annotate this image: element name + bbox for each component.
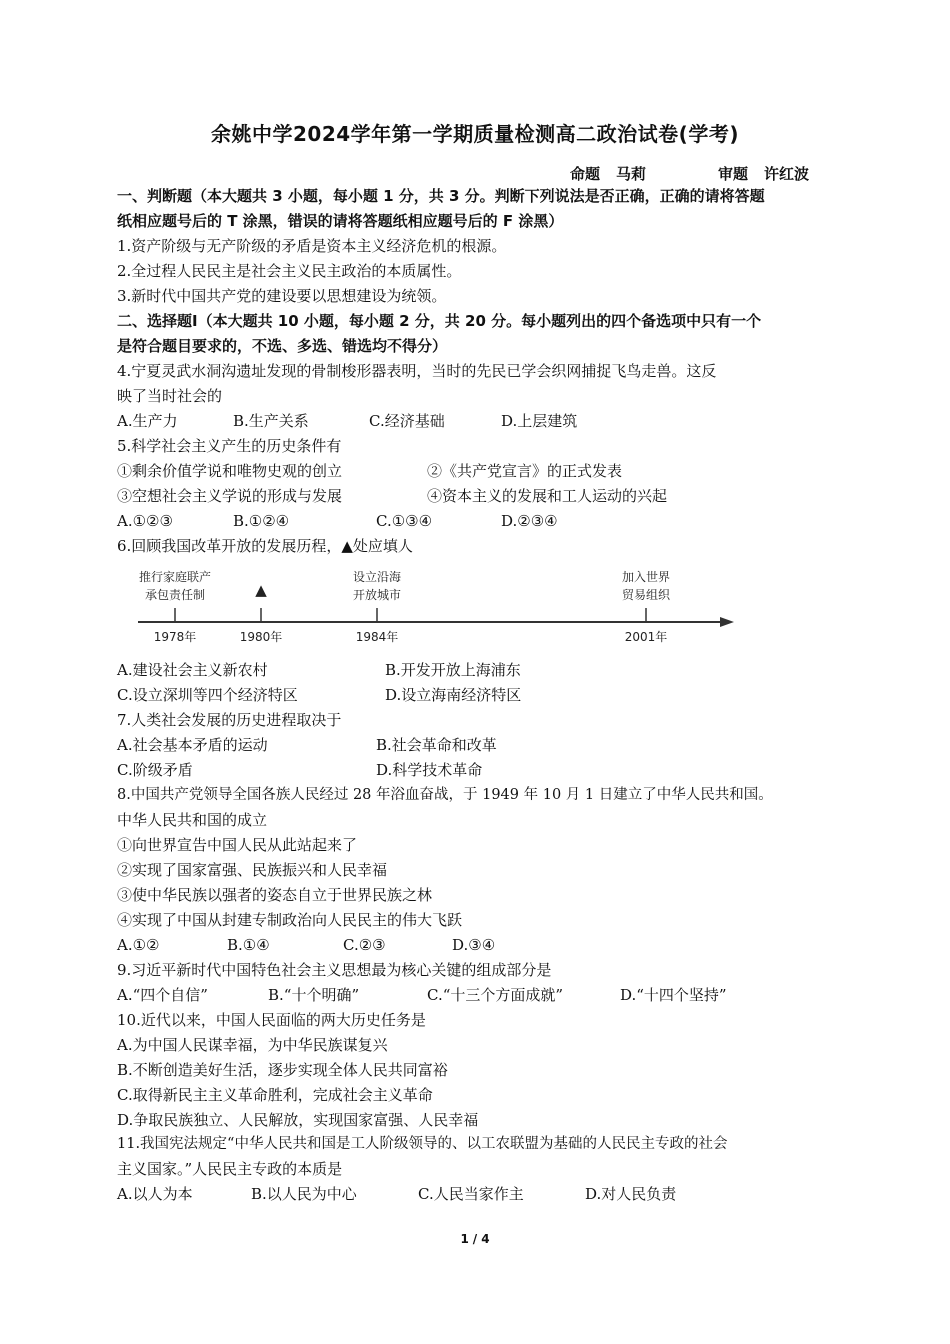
q8-statement-3: ③使中华民族以强者的姿态自立于世界民族之林 bbox=[117, 886, 433, 904]
q7-option-d: D.科学技术革命 bbox=[376, 761, 483, 779]
q11-option-d: D.对人民负责 bbox=[585, 1185, 677, 1203]
q10-option-c: C.取得新民主主义革命胜利，完成社会主义革命 bbox=[117, 1086, 433, 1104]
q6-option-c: C.设立深圳等四个经济特区 bbox=[117, 686, 298, 704]
q8-statement-4: ④实现了中国从封建专制政治向人民民主的伟大飞跃 bbox=[117, 911, 463, 929]
q4-option-b: B.生产关系 bbox=[233, 412, 309, 430]
q5-statement-2: ②《共产党宣言》的正式发表 bbox=[427, 462, 623, 480]
q5-stem: 5.科学社会主义产生的历史条件有 bbox=[117, 437, 342, 455]
q8-option-a: A.①② bbox=[117, 936, 160, 954]
event-1984-label-line2: 开放城市 bbox=[352, 588, 402, 602]
setter-name: 马莉 bbox=[616, 165, 647, 183]
event-2001-label-line2: 贸易组织 bbox=[621, 588, 671, 602]
year-2001: 2001年 bbox=[624, 630, 668, 644]
q7-option-b: B.社会革命和改革 bbox=[376, 736, 497, 754]
q11-option-a: A.以人为本 bbox=[117, 1185, 193, 1203]
q4-option-d: D.上层建筑 bbox=[501, 412, 578, 430]
event-2001-label-line1: 加入世界 bbox=[621, 570, 671, 584]
event-1980-triangle-icon: ▲ bbox=[255, 581, 267, 599]
q10-option-d: D.争取民族独立、人民解放，实现国家富强、人民幸福 bbox=[117, 1111, 479, 1129]
q8-stem-line1: 8.中国共产党领导全国各族人民经过 28 年浴血奋战，于 1949 年 10 月 1 日建立了中华人民共和国。 bbox=[117, 787, 773, 803]
q5-option-b: B.①②④ bbox=[233, 512, 290, 530]
q7-stem: 7.人类社会发展的历史进程取决于 bbox=[117, 711, 342, 729]
event-1978-label-line1: 推行家庭联产 bbox=[138, 570, 212, 584]
q9-option-c: C.“十三个方面成就” bbox=[427, 986, 564, 1004]
section2-heading-line2: 是符合题目要求的，不选、多选、错选均不得分） bbox=[117, 337, 448, 355]
q4-stem-line2: 映了当时社会的 bbox=[117, 387, 223, 405]
event-1984-label-line1: 设立沿海 bbox=[352, 570, 402, 584]
page-number bbox=[0, 1232, 950, 1246]
q11-stem-line1: 11.我国宪法规定“中华人民共和国是工人阶级领导的、以工农联盟为基础的人民民主专政的社会 bbox=[117, 1136, 728, 1152]
q11-option-b: B.以人民为中心 bbox=[251, 1185, 357, 1203]
q9-stem: 9.习近平新时代中国特色社会主义思想最为核心关键的组成部分是 bbox=[117, 961, 552, 979]
page-separator: / bbox=[472, 1232, 478, 1246]
q9-option-b: B.“十个明确” bbox=[268, 986, 360, 1004]
q9-option-a: A.“四个自信” bbox=[117, 986, 208, 1004]
page-current: 1 bbox=[460, 1232, 469, 1246]
section1-heading-line1: 一、判断题（本大题共 3 小题，每小题 1 分，共 3 分。判断下列说法是否正确，正确的请将答题 bbox=[117, 187, 765, 205]
year-1980: 1980年 bbox=[239, 630, 283, 644]
q6-option-d: D.设立海南经济特区 bbox=[385, 686, 522, 704]
q10-option-b: B.不断创造美好生活，逐步实现全体人民共同富裕 bbox=[117, 1061, 448, 1079]
event-1978-label-line2: 承包责任制 bbox=[144, 588, 206, 602]
q7-option-c: C.阶级矛盾 bbox=[117, 761, 193, 779]
q5-statement-4: ④资本主义的发展和工人运动的兴起 bbox=[427, 487, 668, 505]
q10-stem: 10.近代以来，中国人民面临的两大历史任务是 bbox=[117, 1011, 426, 1029]
section1-heading-line2: 纸相应题号后的 T 涂黑，错误的请将答题纸相应题号后的 F 涂黑） bbox=[117, 212, 564, 230]
q6-option-b: B.开发开放上海浦东 bbox=[385, 661, 521, 679]
reviewer-name: 许红波 bbox=[764, 165, 810, 183]
q8-option-d: D.③④ bbox=[452, 936, 496, 954]
exam-title: 余姚中学2024学年第一学期质量检测高二政治试卷(学考) bbox=[211, 122, 739, 146]
q8-statement-1: ①向世界宣告中国人民从此站起来了 bbox=[117, 836, 358, 854]
q4-option-a: A.生产力 bbox=[117, 412, 178, 430]
q5-option-a: A.①②③ bbox=[117, 512, 173, 530]
setter-label: 命题 bbox=[570, 165, 601, 183]
authors-line bbox=[570, 163, 825, 184]
year-1984: 1984年 bbox=[355, 630, 399, 644]
year-1978: 1978年 bbox=[153, 630, 197, 644]
reviewer-label: 审题 bbox=[718, 165, 749, 183]
page-total: 4 bbox=[481, 1232, 490, 1246]
q7-option-a: A.社会基本矛盾的运动 bbox=[117, 736, 268, 754]
q5-statement-1: ①剩余价值学说和唯物史观的创立 bbox=[117, 462, 343, 480]
q3-statement: 3.新时代中国共产党的建设要以思想建设为统领。 bbox=[117, 287, 447, 305]
q2-statement: 2.全过程人民民主是社会主义民主政治的本质属性。 bbox=[117, 262, 462, 280]
q11-stem-line2: 主义国家。”人民民主专政的本质是 bbox=[117, 1160, 343, 1178]
reform-timeline bbox=[130, 563, 740, 653]
q8-option-c: C.②③ bbox=[343, 936, 386, 954]
q6-stem: 6.回顾我国改革开放的发展历程，▲处应填人 bbox=[117, 537, 413, 555]
q5-option-c: C.①③④ bbox=[376, 512, 433, 530]
q1-statement: 1.资产阶级与无产阶级的矛盾是资本主义经济危机的根源。 bbox=[117, 237, 507, 255]
q11-option-c: C.人民当家作主 bbox=[418, 1185, 524, 1203]
q4-stem-line1: 4.宁夏灵武水洞沟遗址发现的骨制梭形器表明，当时的先民已学会织网捕捉飞鸟走兽。这反 bbox=[117, 362, 717, 380]
section2-heading-line1: 二、选择题Ⅰ（本大题共 10 小题，每小题 2 分，共 20 分。每小题列出的四个备选项中只有一个 bbox=[117, 312, 762, 330]
q5-statement-3: ③空想社会主义学说的形成与发展 bbox=[117, 487, 343, 505]
q8-stem-line2: 中华人民共和国的成立 bbox=[117, 811, 268, 829]
q8-option-b: B.①④ bbox=[227, 936, 270, 954]
q9-option-d: D.“十四个坚持” bbox=[620, 986, 727, 1004]
q10-option-a: A.为中国人民谋幸福，为中华民族谋复兴 bbox=[117, 1036, 388, 1054]
timeline-arrow-icon bbox=[720, 617, 734, 627]
q4-option-c: C.经济基础 bbox=[369, 412, 445, 430]
q8-statement-2: ②实现了国家富强、民族振兴和人民幸福 bbox=[117, 861, 388, 879]
q5-option-d: D.②③④ bbox=[501, 512, 558, 530]
q6-option-a: A.建设社会主义新农村 bbox=[117, 661, 268, 679]
